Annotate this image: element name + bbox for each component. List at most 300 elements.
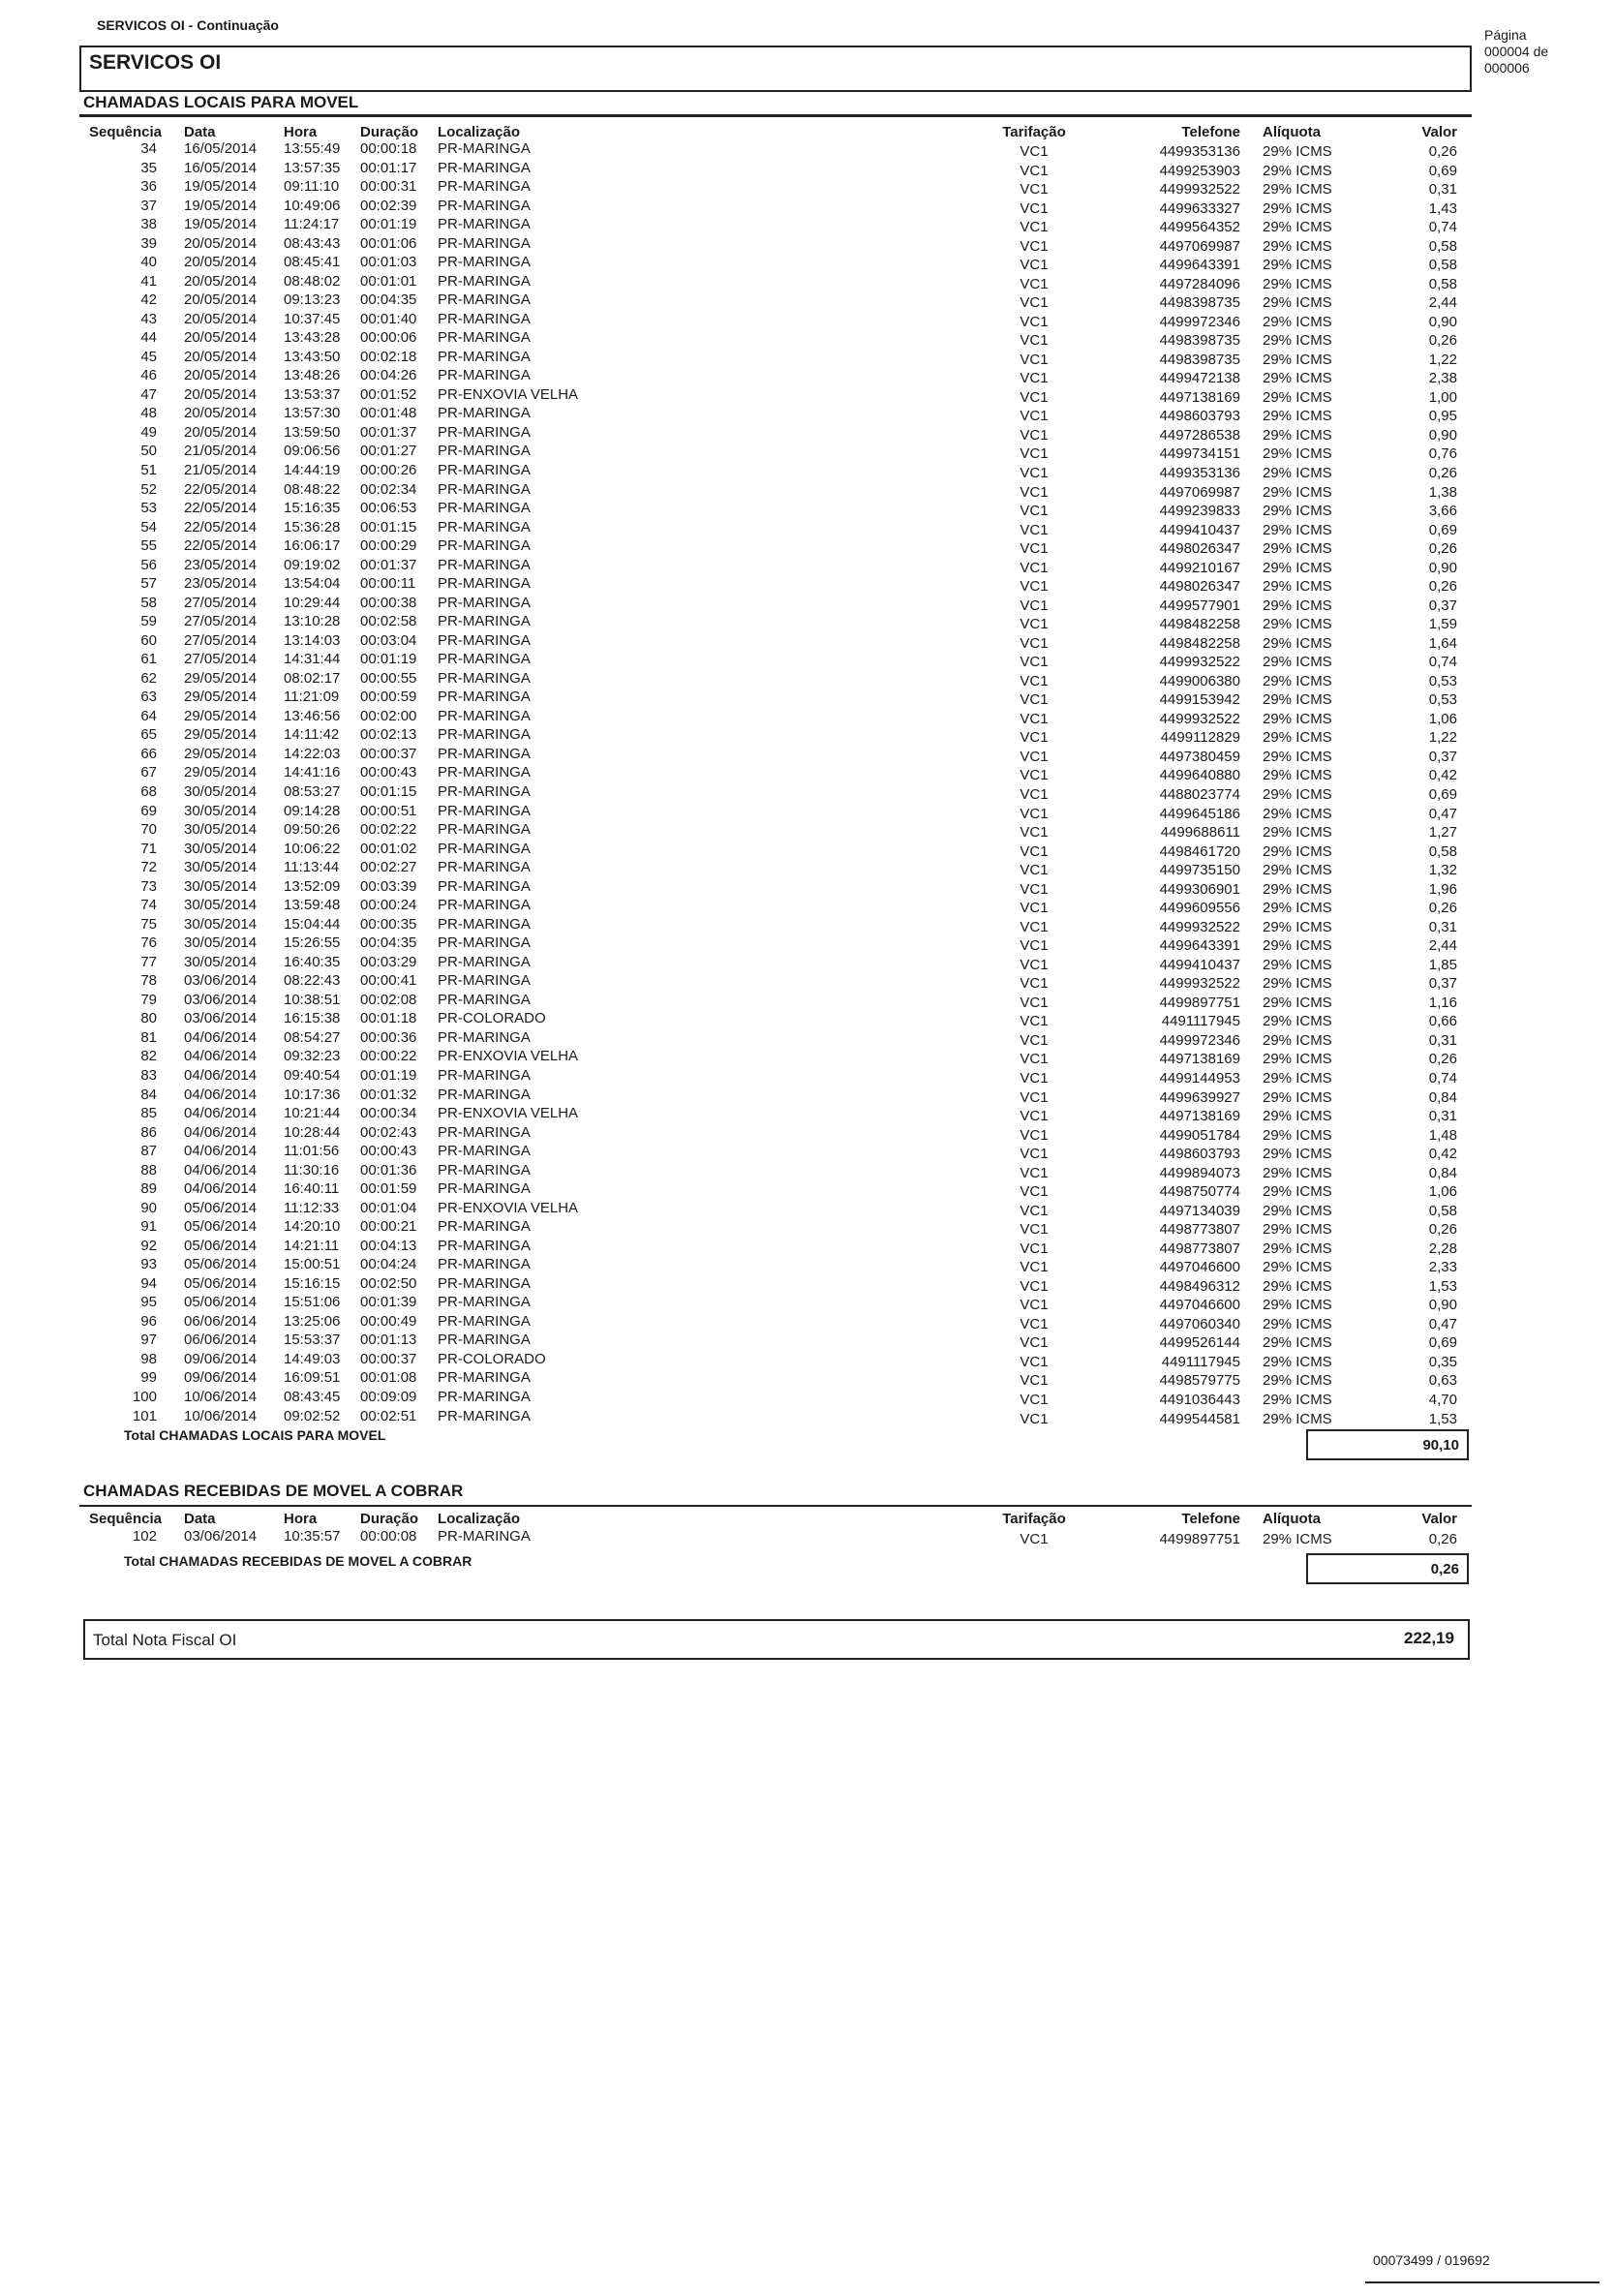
- value-cell: 0,58: [1428, 1202, 1457, 1219]
- value-cell: 1,22: [1428, 351, 1457, 368]
- seq-cell: 35: [140, 159, 157, 176]
- value-cell: 2,44: [1428, 294, 1457, 312]
- date-cell: 22/05/2014: [184, 480, 258, 498]
- phone-cell: 4499735150: [1159, 862, 1240, 879]
- duration-cell: 00:01:48: [360, 405, 417, 422]
- date-cell: 16/05/2014: [184, 140, 258, 157]
- tariff-cell: VC1: [1020, 332, 1049, 350]
- value-cell: 0,58: [1428, 275, 1457, 292]
- value-cell: 0,63: [1428, 1372, 1457, 1390]
- time-cell: 08:02:17: [284, 669, 341, 687]
- divider: [79, 1505, 1472, 1507]
- duration-cell: 00:04:13: [360, 1237, 417, 1254]
- location-cell: PR-MARINGA: [438, 651, 531, 668]
- tariff-cell: VC1: [1020, 937, 1049, 955]
- grand-total-label: Total Nota Fiscal OI: [93, 1631, 237, 1649]
- section-total-box: [1306, 1553, 1469, 1584]
- continuation-label: SERVICOS OI - Continuação: [97, 17, 279, 33]
- duration-cell: 00:01:04: [360, 1199, 417, 1216]
- location-cell: PR-MARINGA: [438, 1294, 531, 1311]
- time-cell: 11:12:33: [284, 1199, 340, 1216]
- section-total-box: [1306, 1429, 1469, 1460]
- phone-cell: 4499932522: [1159, 975, 1240, 993]
- rate-cell: 29% ICMS: [1263, 1240, 1332, 1257]
- time-cell: 15:53:37: [284, 1332, 341, 1349]
- time-cell: 13:57:30: [284, 405, 341, 422]
- rate-cell: 29% ICMS: [1263, 597, 1332, 614]
- section-title-local-calls: CHAMADAS LOCAIS PARA MOVEL: [83, 93, 359, 111]
- duration-cell: 00:04:35: [360, 934, 417, 952]
- location-cell: PR-MARINGA: [438, 234, 531, 252]
- duration-cell: 00:04:24: [360, 1256, 417, 1273]
- phone-cell: 4499353136: [1159, 143, 1240, 160]
- rate-cell: 29% ICMS: [1263, 1315, 1332, 1332]
- duration-cell: 00:01:15: [360, 783, 417, 801]
- rate-cell: 29% ICMS: [1263, 503, 1332, 520]
- location-cell: PR-MARINGA: [438, 1180, 531, 1198]
- phone-cell: 4499153942: [1159, 691, 1240, 709]
- duration-cell: 00:01:39: [360, 1294, 417, 1311]
- date-cell: 22/05/2014: [184, 500, 258, 517]
- tariff-cell: VC1: [1020, 1221, 1049, 1239]
- location-cell: PR-MARINGA: [438, 877, 531, 895]
- time-cell: 08:43:45: [284, 1388, 341, 1405]
- seq-cell: 93: [140, 1256, 157, 1273]
- tariff-cell: VC1: [1020, 805, 1049, 822]
- location-cell: PR-ENXOVIA VELHA: [438, 1105, 579, 1122]
- value-cell: 0,69: [1428, 1334, 1457, 1352]
- seq-cell: 72: [140, 859, 157, 876]
- rate-cell: 29% ICMS: [1263, 710, 1332, 727]
- location-cell: PR-MARINGA: [438, 953, 531, 970]
- time-cell: 09:14:28: [284, 802, 341, 819]
- rate-cell: 29% ICMS: [1263, 956, 1332, 973]
- value-cell: 0,37: [1428, 748, 1457, 765]
- duration-cell: 00:00:06: [360, 329, 417, 347]
- phone-cell: 4499577901: [1159, 597, 1240, 614]
- time-cell: 10:28:44: [284, 1123, 341, 1141]
- duration-cell: 00:01:19: [360, 651, 417, 668]
- phone-cell: 4498750774: [1159, 1183, 1240, 1201]
- page-total: 000006: [1484, 60, 1530, 76]
- phone-cell: 4491117945: [1161, 1013, 1240, 1030]
- location-cell: PR-MARINGA: [438, 291, 531, 309]
- seq-cell: 66: [140, 745, 157, 762]
- value-cell: 2,28: [1428, 1240, 1457, 1257]
- phone-cell: 4498461720: [1159, 842, 1240, 860]
- tariff-cell: VC1: [1020, 729, 1049, 747]
- phone-cell: 4488023774: [1159, 786, 1240, 804]
- date-cell: 20/05/2014: [184, 348, 258, 365]
- column-header-seq: Sequência: [89, 124, 163, 140]
- duration-cell: 00:03:29: [360, 953, 417, 970]
- duration-cell: 00:02:58: [360, 613, 417, 630]
- rate-cell: 29% ICMS: [1263, 862, 1332, 879]
- location-cell: PR-MARINGA: [438, 1143, 531, 1160]
- rate-cell: 29% ICMS: [1263, 918, 1332, 935]
- tariff-cell: VC1: [1020, 1334, 1049, 1352]
- tariff-cell: VC1: [1020, 1146, 1049, 1163]
- time-cell: 14:49:03: [284, 1350, 341, 1367]
- date-cell: 23/05/2014: [184, 575, 258, 593]
- value-cell: 1,48: [1428, 1126, 1457, 1144]
- time-cell: 08:53:27: [284, 783, 341, 801]
- tariff-cell: VC1: [1020, 275, 1049, 292]
- duration-cell: 00:01:13: [360, 1332, 417, 1349]
- value-cell: 0,42: [1428, 1146, 1457, 1163]
- time-cell: 08:48:02: [284, 272, 341, 290]
- seq-cell: 78: [140, 972, 157, 990]
- location-cell: PR-MARINGA: [438, 972, 531, 990]
- location-cell: PR-MARINGA: [438, 821, 531, 839]
- value-cell: 2,44: [1428, 937, 1457, 955]
- seq-cell: 50: [140, 443, 157, 460]
- tariff-cell: VC1: [1020, 483, 1049, 501]
- time-cell: 10:06:22: [284, 840, 341, 857]
- rate-cell: 29% ICMS: [1263, 1334, 1332, 1352]
- time-cell: 14:44:19: [284, 462, 341, 478]
- column-header-location: Localização: [438, 124, 521, 140]
- value-cell: 0,90: [1428, 559, 1457, 576]
- duration-cell: 00:02:08: [360, 991, 417, 1008]
- seq-cell: 59: [140, 613, 157, 630]
- time-cell: 13:54:04: [284, 575, 341, 593]
- value-cell: 1,38: [1428, 483, 1457, 501]
- time-cell: 10:21:44: [284, 1105, 341, 1122]
- value-cell: 0,90: [1428, 313, 1457, 330]
- value-cell: 0,26: [1428, 540, 1457, 558]
- rate-cell: 29% ICMS: [1263, 540, 1332, 558]
- seq-cell: 89: [140, 1180, 157, 1198]
- phone-cell: 4499006380: [1159, 672, 1240, 689]
- rate-cell: 29% ICMS: [1263, 1146, 1332, 1163]
- column-header-time: Hora: [284, 124, 318, 140]
- location-cell: PR-ENXOVIA VELHA: [438, 385, 579, 403]
- phone-cell: 4499564352: [1159, 219, 1240, 236]
- date-cell: 27/05/2014: [184, 594, 258, 611]
- duration-cell: 00:00:29: [360, 537, 417, 555]
- rate-cell: 29% ICMS: [1263, 729, 1332, 747]
- phone-cell: 4497380459: [1159, 748, 1240, 765]
- phone-cell: 4497138169: [1159, 1108, 1240, 1125]
- location-cell: PR-MARINGA: [438, 783, 531, 801]
- tariff-cell: VC1: [1020, 408, 1049, 425]
- date-cell: 20/05/2014: [184, 310, 258, 327]
- seq-cell: 85: [140, 1105, 157, 1122]
- value-cell: 1,85: [1428, 956, 1457, 973]
- location-cell: PR-MARINGA: [438, 745, 531, 762]
- value-cell: 0,31: [1428, 181, 1457, 199]
- date-cell: 05/06/2014: [184, 1294, 258, 1311]
- rate-cell: 29% ICMS: [1263, 332, 1332, 350]
- rate-cell: 29% ICMS: [1263, 1297, 1332, 1314]
- location-cell: PR-MARINGA: [438, 594, 531, 611]
- seq-cell: 39: [140, 234, 157, 252]
- value-cell: 0,58: [1428, 842, 1457, 860]
- duration-cell: 00:00:51: [360, 802, 417, 819]
- location-cell: PR-MARINGA: [438, 802, 531, 819]
- location-cell: PR-MARINGA: [438, 216, 531, 233]
- page-title: SERVICOS OI: [89, 51, 222, 74]
- phone-cell: 4491036443: [1159, 1391, 1240, 1408]
- date-cell: 22/05/2014: [184, 518, 258, 536]
- time-cell: 13:48:26: [284, 367, 341, 384]
- location-cell: PR-MARINGA: [438, 1407, 531, 1424]
- phone-cell: 4498579775: [1159, 1372, 1240, 1390]
- rate-cell: 29% ICMS: [1263, 143, 1332, 160]
- tariff-cell: VC1: [1020, 900, 1049, 917]
- phone-cell: 4499645186: [1159, 805, 1240, 822]
- tariff-cell: VC1: [1020, 1315, 1049, 1332]
- tariff-cell: VC1: [1020, 824, 1049, 842]
- location-cell: PR-MARINGA: [438, 669, 531, 687]
- tariff-cell: VC1: [1020, 1088, 1049, 1106]
- phone-cell: 4497138169: [1159, 1051, 1240, 1068]
- tariff-cell: VC1: [1020, 199, 1049, 217]
- location-cell: PR-MARINGA: [438, 272, 531, 290]
- time-cell: 11:30:16: [284, 1161, 340, 1179]
- date-cell: 04/06/2014: [184, 1161, 258, 1179]
- phone-cell: 4497134039: [1159, 1202, 1240, 1219]
- date-cell: 04/06/2014: [184, 1066, 258, 1084]
- date-cell: 06/06/2014: [184, 1332, 258, 1349]
- phone-cell: 4499112829: [1160, 729, 1240, 747]
- date-cell: 29/05/2014: [184, 669, 258, 687]
- seq-cell: 60: [140, 631, 157, 649]
- tariff-cell: VC1: [1020, 1240, 1049, 1257]
- time-cell: 14:21:11: [284, 1237, 340, 1254]
- duration-cell: 00:01:52: [360, 385, 417, 403]
- location-cell: PR-COLORADO: [438, 1350, 546, 1367]
- phone-cell: 4499932522: [1159, 918, 1240, 935]
- duration-cell: 00:00:34: [360, 1105, 417, 1122]
- location-cell: PR-MARINGA: [438, 480, 531, 498]
- rate-cell: 29% ICMS: [1263, 1372, 1332, 1390]
- seq-cell: 53: [140, 500, 157, 517]
- rate-cell: 29% ICMS: [1263, 1391, 1332, 1408]
- value-cell: 2,38: [1428, 370, 1457, 387]
- rate-cell: 29% ICMS: [1263, 521, 1332, 538]
- phone-cell: 4498482258: [1159, 616, 1240, 633]
- duration-cell: 00:01:08: [360, 1369, 417, 1387]
- rate-cell: 29% ICMS: [1263, 237, 1332, 255]
- time-cell: 15:36:28: [284, 518, 341, 536]
- date-cell: 03/06/2014: [184, 1528, 258, 1545]
- time-cell: 09:13:23: [284, 291, 341, 309]
- duration-cell: 00:00:38: [360, 594, 417, 611]
- value-cell: 1,06: [1428, 1183, 1457, 1201]
- value-cell: 0,74: [1428, 1069, 1457, 1087]
- date-cell: 09/06/2014: [184, 1369, 258, 1387]
- phone-cell: 4499897751: [1159, 994, 1240, 1011]
- duration-cell: 00:02:51: [360, 1407, 417, 1424]
- time-cell: 10:49:06: [284, 197, 341, 214]
- rate-cell: 29% ICMS: [1263, 219, 1332, 236]
- value-cell: 0,84: [1428, 1164, 1457, 1181]
- date-cell: 04/06/2014: [184, 1180, 258, 1198]
- phone-cell: 4499544581: [1159, 1410, 1240, 1427]
- time-cell: 10:17:36: [284, 1086, 341, 1103]
- column-header-value: Valor: [1421, 1511, 1457, 1527]
- rate-cell: 29% ICMS: [1263, 388, 1332, 406]
- rate-cell: 29% ICMS: [1263, 1183, 1332, 1201]
- column-header-time: Hora: [284, 1511, 318, 1527]
- tariff-cell: VC1: [1020, 654, 1049, 671]
- seq-cell: 45: [140, 348, 157, 365]
- phone-cell: 4499643391: [1159, 937, 1240, 955]
- duration-cell: 00:00:36: [360, 1028, 417, 1046]
- column-header-phone: Telefone: [1181, 1511, 1240, 1527]
- location-cell: PR-MARINGA: [438, 140, 531, 157]
- location-cell: PR-MARINGA: [438, 178, 531, 196]
- duration-cell: 00:00:35: [360, 915, 417, 933]
- date-cell: 03/06/2014: [184, 972, 258, 990]
- location-cell: PR-MARINGA: [438, 1332, 531, 1349]
- value-cell: 0,47: [1428, 1315, 1457, 1332]
- rate-cell: 29% ICMS: [1263, 842, 1332, 860]
- rate-cell: 29% ICMS: [1263, 181, 1332, 199]
- seq-cell: 47: [140, 385, 157, 403]
- value-cell: 0,74: [1428, 654, 1457, 671]
- duration-cell: 00:02:39: [360, 197, 417, 214]
- date-cell: 04/06/2014: [184, 1105, 258, 1122]
- tariff-cell: VC1: [1020, 672, 1049, 689]
- date-cell: 20/05/2014: [184, 405, 258, 422]
- location-cell: PR-ENXOVIA VELHA: [438, 1199, 579, 1216]
- column-header-rate: Alíquota: [1263, 1511, 1321, 1527]
- seq-cell: 101: [132, 1407, 157, 1424]
- time-cell: 10:29:44: [284, 594, 341, 611]
- rate-cell: 29% ICMS: [1263, 880, 1332, 898]
- tariff-cell: VC1: [1020, 975, 1049, 993]
- rate-cell: 29% ICMS: [1263, 824, 1332, 842]
- value-cell: 0,26: [1428, 900, 1457, 917]
- time-cell: 10:35:57: [284, 1528, 341, 1545]
- time-cell: 13:43:28: [284, 329, 341, 347]
- value-cell: 0,74: [1428, 219, 1457, 236]
- duration-cell: 00:01:32: [360, 1086, 417, 1103]
- value-cell: 0,69: [1428, 162, 1457, 179]
- seq-cell: 64: [140, 707, 157, 724]
- seq-cell: 52: [140, 480, 157, 498]
- column-header-location: Localização: [438, 1511, 521, 1527]
- seq-cell: 100: [132, 1388, 157, 1405]
- value-cell: 1,16: [1428, 994, 1457, 1011]
- location-cell: PR-MARINGA: [438, 462, 531, 478]
- duration-cell: 00:02:00: [360, 707, 417, 724]
- tariff-cell: VC1: [1020, 578, 1049, 596]
- phone-cell: 4498026347: [1159, 578, 1240, 596]
- date-cell: 04/06/2014: [184, 1143, 258, 1160]
- date-cell: 06/06/2014: [184, 1312, 258, 1330]
- phone-cell: 4499526144: [1159, 1334, 1240, 1352]
- rate-cell: 29% ICMS: [1263, 199, 1332, 217]
- seq-cell: 69: [140, 802, 157, 819]
- phone-cell: 4499972346: [1159, 1031, 1240, 1049]
- location-cell: PR-MARINGA: [438, 1256, 531, 1273]
- phone-cell: 4499144953: [1159, 1069, 1240, 1087]
- location-cell: PR-ENXOVIA VELHA: [438, 1048, 579, 1065]
- tariff-cell: VC1: [1020, 426, 1049, 444]
- time-cell: 13:55:49: [284, 140, 341, 157]
- tariff-cell: VC1: [1020, 1051, 1049, 1068]
- location-cell: PR-MARINGA: [438, 500, 531, 517]
- duration-cell: 00:04:26: [360, 367, 417, 384]
- location-cell: PR-MARINGA: [438, 689, 531, 706]
- seq-cell: 73: [140, 877, 157, 895]
- column-header-tariff: Tarifação: [1002, 124, 1066, 140]
- location-cell: PR-MARINGA: [438, 1066, 531, 1084]
- tariff-cell: VC1: [1020, 559, 1049, 576]
- column-header-value: Valor: [1421, 124, 1457, 140]
- value-cell: 2,33: [1428, 1259, 1457, 1276]
- duration-cell: 00:02:18: [360, 348, 417, 365]
- duration-cell: 00:01:37: [360, 423, 417, 441]
- time-cell: 14:31:44: [284, 651, 341, 668]
- seq-cell: 84: [140, 1086, 157, 1103]
- time-cell: 11:24:17: [284, 216, 340, 233]
- seq-cell: 76: [140, 934, 157, 952]
- tariff-cell: VC1: [1020, 616, 1049, 633]
- tariff-cell: VC1: [1020, 257, 1049, 274]
- tariff-cell: VC1: [1020, 388, 1049, 406]
- phone-cell: 4499472138: [1159, 370, 1240, 387]
- date-cell: 20/05/2014: [184, 291, 258, 309]
- duration-cell: 00:00:08: [360, 1528, 417, 1545]
- location-cell: PR-MARINGA: [438, 348, 531, 365]
- time-cell: 15:26:55: [284, 934, 341, 952]
- seq-cell: 82: [140, 1048, 157, 1065]
- date-cell: 05/06/2014: [184, 1199, 258, 1216]
- duration-cell: 00:06:53: [360, 500, 417, 517]
- time-cell: 09:50:26: [284, 821, 341, 839]
- phone-cell: 4497046600: [1159, 1259, 1240, 1276]
- seq-cell: 90: [140, 1199, 157, 1216]
- date-cell: 20/05/2014: [184, 385, 258, 403]
- seq-cell: 88: [140, 1161, 157, 1179]
- rate-cell: 29% ICMS: [1263, 1051, 1332, 1068]
- duration-cell: 00:02:27: [360, 859, 417, 876]
- tariff-cell: VC1: [1020, 956, 1049, 973]
- phone-cell: 4499306901: [1159, 880, 1240, 898]
- tariff-cell: VC1: [1020, 1013, 1049, 1030]
- time-cell: 11:21:09: [284, 689, 340, 706]
- location-cell: PR-MARINGA: [438, 197, 531, 214]
- phone-cell: 4499253903: [1159, 162, 1240, 179]
- tariff-cell: VC1: [1020, 370, 1049, 387]
- location-cell: PR-MARINGA: [438, 329, 531, 347]
- value-cell: 0,42: [1428, 767, 1457, 784]
- rate-cell: 29% ICMS: [1263, 748, 1332, 765]
- seq-cell: 67: [140, 764, 157, 781]
- duration-cell: 00:01:18: [360, 1010, 417, 1027]
- location-cell: PR-MARINGA: [438, 254, 531, 271]
- duration-cell: 00:02:34: [360, 480, 417, 498]
- rate-cell: 29% ICMS: [1263, 767, 1332, 784]
- location-cell: PR-MARINGA: [438, 840, 531, 857]
- tariff-cell: VC1: [1020, 521, 1049, 538]
- tariff-cell: VC1: [1020, 1183, 1049, 1201]
- time-cell: 14:41:16: [284, 764, 341, 781]
- location-cell: PR-MARINGA: [438, 726, 531, 744]
- location-cell: PR-MARINGA: [438, 1528, 531, 1545]
- duration-cell: 00:01:06: [360, 234, 417, 252]
- duration-cell: 00:00:22: [360, 1048, 417, 1065]
- time-cell: 11:13:44: [284, 859, 340, 876]
- location-cell: PR-MARINGA: [438, 1123, 531, 1141]
- tariff-cell: VC1: [1020, 445, 1049, 463]
- section-title-collect-calls: CHAMADAS RECEBIDAS DE MOVEL A COBRAR: [83, 1482, 464, 1500]
